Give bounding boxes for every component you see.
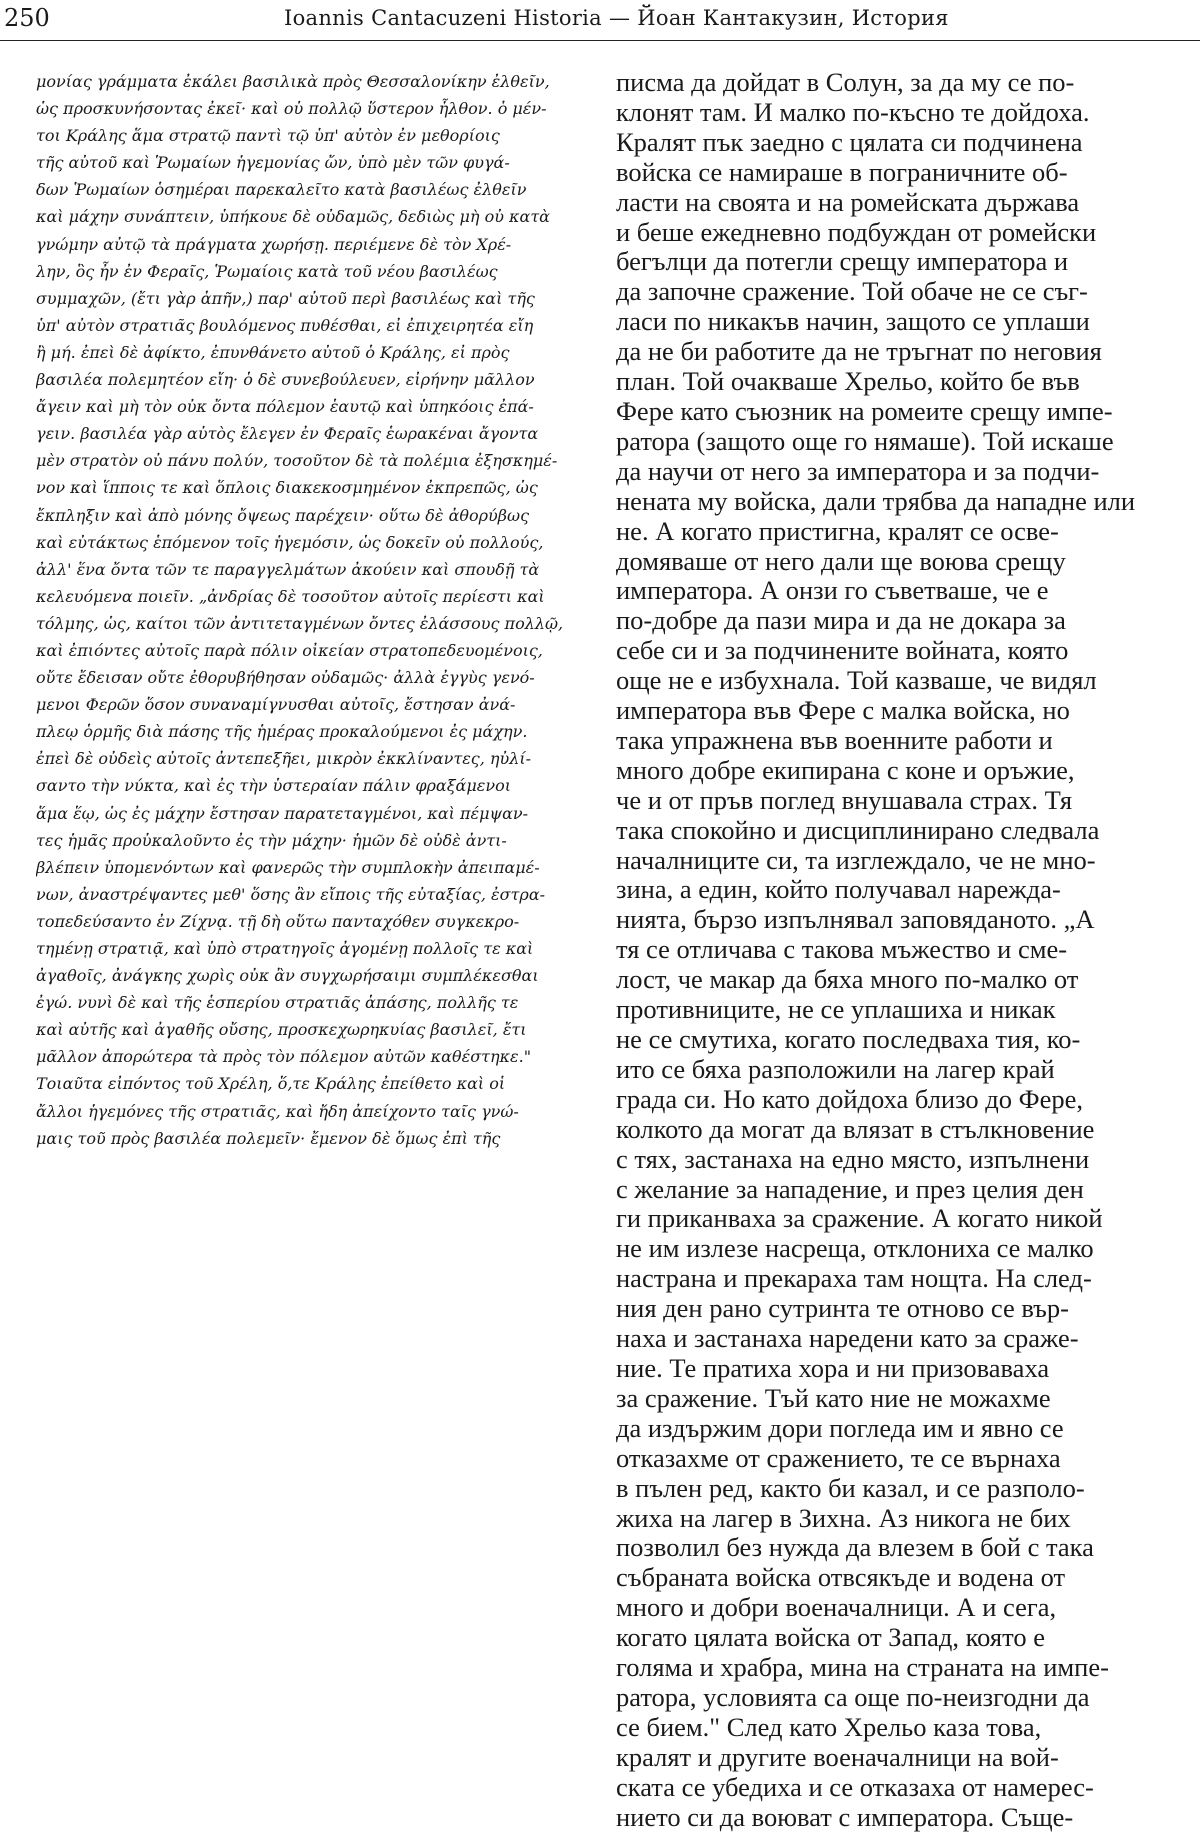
bulgarian-text-line: да не би работите да не тръгнат по неговия (616, 337, 1102, 367)
greek-text-line: τόλμης, ὡς, καίτοι τῶν ἀντιτεταγμένων ὄντες ἐλάσσους πολλῷ, (36, 613, 564, 633)
bulgarian-text-line: да започне сражение. Той обаче не се съг- (616, 277, 1088, 307)
bulgarian-text-line: и беше ежедневно подбуждан от ромейски (616, 217, 1097, 247)
page-number: 250 (4, 4, 50, 32)
bulgarian-text-line: когато цялата войска от Запад, която е (616, 1623, 1045, 1653)
bulgarian-text-line: не им излезе насреща, отклониха се малко (616, 1234, 1094, 1264)
greek-text-line: κελευόμενα ποιεῖν. „ἀνδρίας δὲ τοσοῦτον αὐτοῖς περίεστι καὶ (36, 586, 545, 606)
bulgarian-text-line: войска се намираше в пограничните об- (616, 157, 1068, 187)
bulgarian-text-line: да научи от него за императора и за подчи- (616, 456, 1100, 486)
bulgarian-text-line: града си. Но като дойдоха близо до Фере, (616, 1084, 1083, 1114)
bulgarian-text-line: тя се отличава с такова мъжество и сме- (616, 935, 1068, 965)
greek-text-line: πλεῳ ὁρμῆς διὰ πάσης τῆς ἡμέρας προκαλούμενοι ἐς μάχην. (36, 722, 528, 742)
bulgarian-text-line: себе си и за подчинените войната, която (616, 636, 1069, 666)
greek-text-line: μᾶλλον ἀπορώτερα τὰ πρὸς τὸν πόλεμον αὐτῶν καθέστηκε." (36, 1047, 532, 1067)
greek-text-line: γειν. βασιλέα γὰρ αὐτὸς ἔλεγεν ἐν Φεραῖς ἑωρακέναι ἄγοντα (36, 424, 539, 444)
greek-text-line: γνώμην αὐτῷ τὰ πράγματα χωρήσῃ. περιέμενε δὲ τὸν Χρέ- (36, 234, 512, 254)
bulgarian-text-line: противниците, не се уплашиха и никак (616, 995, 1056, 1025)
greek-text-line: μὲν στρατὸν οὐ πάνυ πολύν, τοσοῦτον δὲ τὰ πολέμια ἐξησκημέ- (36, 451, 558, 471)
bulgarian-text-line: колкото да могат да влязат в стълкновение (616, 1114, 1095, 1144)
greek-text-line: μαις τοῦ πρὸς βασιλέα πολεμεῖν· ἔμενον δὲ ὅμως ἐπὶ τῆς (36, 1128, 501, 1148)
greek-text-line: ὑπ' αὐτὸν στρατιᾶς βουλόμενος πυθέσθαι, εἰ ἐπιχειρητέα εἴη (36, 315, 534, 335)
bulgarian-text-line: нената му войска, дали трябва да нападне или (616, 486, 1136, 516)
bulgarian-text-line: много добре екипирана с коне и оръжие, (616, 755, 1075, 785)
bulgarian-text-line: не. А когато пристигна, кралят се осве- (616, 516, 1059, 546)
greek-text-column (36, 68, 596, 1152)
bulgarian-text-line: се бием." След като Хрельо каза това, (616, 1712, 1042, 1742)
greek-text-line: συμμαχῶν, (ἔτι γὰρ ἀπῆν,) παρ' αὐτοῦ περὶ βασιλέως καὶ τῆς (36, 288, 535, 308)
bulgarian-text-line: настрана и прекараха там нощта. На след- (616, 1264, 1092, 1294)
bulgarian-text-line: Кралят пък заедно с цялата си подчинена (616, 127, 1083, 157)
greek-text-line: μονίας γράμματα ἐκάλει βασιλικὰ πρὸς Θεσσαλονίκην ἐλθεῖν, (36, 72, 550, 91)
greek-text-line: ἀγαθοῖς, ἀνάγκης χωρὶς οὐκ ἂν συγχωρήσαιμι συμπλέκεσθαι (36, 966, 539, 986)
bulgarian-text-line: ласти на своята и на ромейската държава (616, 187, 1080, 217)
greek-text-line: ἐπεὶ δὲ οὐδεὶς αὐτοῖς ἀντεπεξῆει, μικρὸν ἐκκλίναντες, ηὐλί- (36, 749, 532, 769)
bulgarian-text-line: нията, бързо изпълнявал заповяданото. „А (616, 905, 1095, 935)
bulgarian-text-line: по-добре да пази мира и да не докара за (616, 606, 1066, 636)
bulgarian-text-line: в пълен ред, както би казал, и се разполо- (616, 1473, 1085, 1503)
bulgarian-text-line: ратора (защото още го нямаше). Той искаше (616, 426, 1114, 456)
greek-text-line: Τοιαῦτα εἰπόντος τοῦ Χρέλη, ὅ,τε Κράλης ἐπείθετο καὶ οἱ (36, 1074, 506, 1094)
bulgarian-text-line: ласи по никакъв начин, защото се уплаши (616, 307, 1090, 337)
greek-text-line: τες ἡμᾶς προὐκαλοῦντο ἐς τὴν μάχην· ἡμῶν δὲ οὐδὲ ἀντι- (36, 830, 507, 850)
bulgarian-text-line: жиха на лагер в Зихна. Аз никога не бих (616, 1503, 1071, 1533)
bulgarian-text-line: така спокойно и дисциплинирано следвала (616, 815, 1100, 845)
greek-text-line: ἄγειν καὶ μὴ τὸν οὐκ ὄντα πόλεμον ἑαυτῷ καὶ ὑπηκόοις ἐπά- (36, 397, 534, 417)
bulgarian-text-line: бегълци да потегли срещу императора и (616, 247, 1069, 277)
bulgarian-text-line: домяваше от него дали ще воюва срещу (616, 546, 1066, 576)
bulgarian-text-line: ние. Те пратиха хора и ни призоваваха (616, 1353, 1050, 1383)
bulgarian-text-line: отказахме от сражението, те се върнаха (616, 1443, 1061, 1473)
bulgarian-text-line: зина, а един, който получавал нарежда- (616, 875, 1061, 905)
bulgarian-text-line: още не е избухнала. Той казваше, че видял (616, 666, 1097, 696)
bulgarian-text-line: позволил без нужда да влезем в бой с така (616, 1533, 1094, 1563)
page-header (0, 0, 1200, 41)
greek-text-line: τοπεδεύσαντο ἐν Ζίχνᾳ. τῇ δὴ οὕτω πανταχόθεν συγκεκρο- (36, 911, 520, 931)
greek-text-line: ἀλλ' ἕνα ὄντα τῶν τε παραγγελμάτων ἀκούειν καὶ σπουδῇ τὰ (36, 559, 540, 579)
bulgarian-text-line: Фере като съюзник на ромеите срещу импе- (616, 396, 1113, 426)
greek-text-line: καὶ εὐτάκτως ἑπόμενον τοῖς ἡγεμόσιν, ὡς δοκεῖν οὐ πολλούς, (36, 532, 544, 552)
bulgarian-text-line: кралят и другите военачалници на вой- (616, 1742, 1059, 1772)
greek-text-line: λην, ὃς ἦν ἐν Φεραῖς, Ῥωμαίοις κατὰ τοῦ νέου βασιλέως (36, 261, 498, 281)
greek-text-line: νον καὶ ἵπποις τε καὶ ὅπλοις διακεκοσμημένον ἐκπρεπῶς, ὡς (36, 478, 538, 498)
bulgarian-text-line: писма да дойдат в Солун, за да му се по- (616, 68, 1075, 97)
bulgarian-text-line: началниците си, та изглеждало, че не мно- (616, 845, 1096, 875)
bulgarian-text-line: много и добри военачалници. А и сега, (616, 1593, 1057, 1623)
bulgarian-text-line: план. Той очакваше Хрельо, който бе във (616, 367, 1080, 397)
bulgarian-text-line: събраната войска отвсякъде и водена от (616, 1563, 1066, 1593)
bulgarian-text-line: така упражнена във военните работи и (616, 725, 1053, 755)
greek-text-line: καὶ ἐπιόντες αὐτοῖς παρὰ πόλιν οἰκείαν στρατοπεδευομένοις, (36, 640, 543, 660)
greek-text-line: βασιλέα πολεμητέον εἴη· ὁ δὲ συνεβούλευεν, εἰρήνην μᾶλλον (36, 370, 535, 390)
greek-text-line: μενοι Φερῶν ὅσον συναναμίγνυσθαι αὐτοῖς, ἔστησαν ἀνά- (36, 695, 516, 715)
greek-text-line: ἔκπληξιν καὶ ἀπὸ μόνης ὄψεως παρέχειν· οὕτω δὲ ἀθορύβως (36, 505, 530, 525)
bulgarian-text-line: ратора, условията са още по-неизгодни да (616, 1682, 1090, 1712)
greek-text-line: ἄλλοι ἡγεμόνες τῆς στρατιᾶς, καὶ ἤδη ἀπείχοντο ταῖς γνώ- (36, 1101, 519, 1121)
bulgarian-text-line: ската се убедиха и се отказаха от намерес- (616, 1772, 1094, 1802)
bulgarian-text-line: нието си да воюват с императора. Съще- (616, 1802, 1074, 1832)
bulgarian-text-line: с желание за нападение, и през целия ден (616, 1174, 1084, 1204)
bulgarian-text-line: императора във Фере с малка войска, но (616, 696, 1070, 726)
bulgarian-text-line: че и от пръв поглед внушавала страх. Тя (616, 785, 1073, 815)
greek-text-line: τημένῃ στρατιᾷ, καὶ ὑπὸ στρατηγοῖς ἀγομένῃ πολλοῖς τε καὶ (36, 939, 534, 958)
bulgarian-text-line: лост, че макар да бяха много по-малко от (616, 965, 1079, 995)
greek-text-line: σαντο τὴν νύκτα, καὶ ἐς τὴν ὑστεραίαν πάλιν φραξάμενοι (36, 776, 511, 796)
greek-text-line: ἐγώ. νυνὶ δὲ καὶ τῆς ἑσπερίου στρατιᾶς ἁπάσης, πολλῆς τε (36, 993, 519, 1013)
greek-text-line: νων, ἀναστρέψαντες μεθ' ὅσης ἂν εἴποις τῆς εὐταξίας, ἐστρα- (36, 884, 546, 904)
bulgarian-text-line: наха и застанаха наредени като за сраже- (616, 1324, 1079, 1354)
greek-text-line: ἢ μή. ἐπεὶ δὲ ἀφίκτο, ἐπυνθάνετο αὐτοῦ ὁ Κράλης, εἰ πρὸς (36, 342, 510, 362)
bulgarian-text-line: с тях, застанаха на едно място, изпълнени (616, 1144, 1090, 1174)
bulgarian-text-line: да издържим дори погледа им и явно се (616, 1413, 1064, 1443)
bulgarian-text-line: ги приканваха за сражение. А когато никой (616, 1204, 1103, 1234)
bulgarian-text-line: клонят там. И малко по-късно те дойдоха. (616, 97, 1090, 127)
running-title: Ioannis Cantacuzeni Historia — Йоан Кантакузин, История (284, 6, 949, 30)
greek-text-line: ὡς προσκυνήσοντας ἐκεῖ· καὶ οὐ πολλῷ ὕστερον ἧλθον. ὁ μέν- (36, 99, 547, 119)
greek-text-line: καὶ μάχην συνάπτειν, ὑπήκουε δὲ οὐδαμῶς, δεδιὼς μὴ οὐ κατὰ (36, 207, 550, 227)
greek-text-line: καὶ αὐτῆς καὶ ἀγαθῆς οὔσης, προσκεχωρηκυίας βασιλεῖ, ἔτι (36, 1020, 527, 1040)
bulgarian-text-column (616, 68, 1196, 1832)
greek-text-line: βλέπειν ὑπομενόντων καὶ φανερῶς τὴν συμπλοκὴν ἀπειπαμέ- (36, 857, 540, 877)
greek-text-line: τῆς αὐτοῦ καὶ Ῥωμαίων ἡγεμονίας ὤν, ὑπὸ μὲν τῶν φυγά- (36, 153, 510, 173)
greek-text-line: ἅμα ἕῳ, ὡς ἐς μάχην ἔστησαν παρατεταγμένοι, καὶ πέμψαν- (36, 803, 529, 823)
bulgarian-text-line: ния ден рано сутринта те отново се вър- (616, 1294, 1069, 1324)
bulgarian-text-line: не се смутиха, когато последваха тия, ко- (616, 1025, 1081, 1054)
greek-text-line: τοι Κράλης ἅμα στρατῷ παντὶ τῷ ὑπ' αὐτὸν ἐν μεθορίοις (36, 126, 500, 146)
bulgarian-text-line: за сражение. Тъй като ние не можахме (616, 1383, 1051, 1413)
bulgarian-text-line: императора. А онзи го съветваше, че е (616, 576, 1049, 606)
bulgarian-text-line: голяма и храбра, мина на страната на импе- (616, 1653, 1109, 1683)
greek-text-line: οὔτε ἔδεισαν οὔτε ἐθορυβήθησαν οὐδαμῶς· ἀλλὰ ἐγγὺς γενό- (36, 668, 535, 688)
greek-text-line: δων Ῥωμαίων ὁσημέραι παρεκαλεῖτο κατὰ βασιλέως ἐλθεῖν (36, 180, 527, 200)
bulgarian-text-line: ито се бяха разположили на лагер край (616, 1054, 1055, 1084)
